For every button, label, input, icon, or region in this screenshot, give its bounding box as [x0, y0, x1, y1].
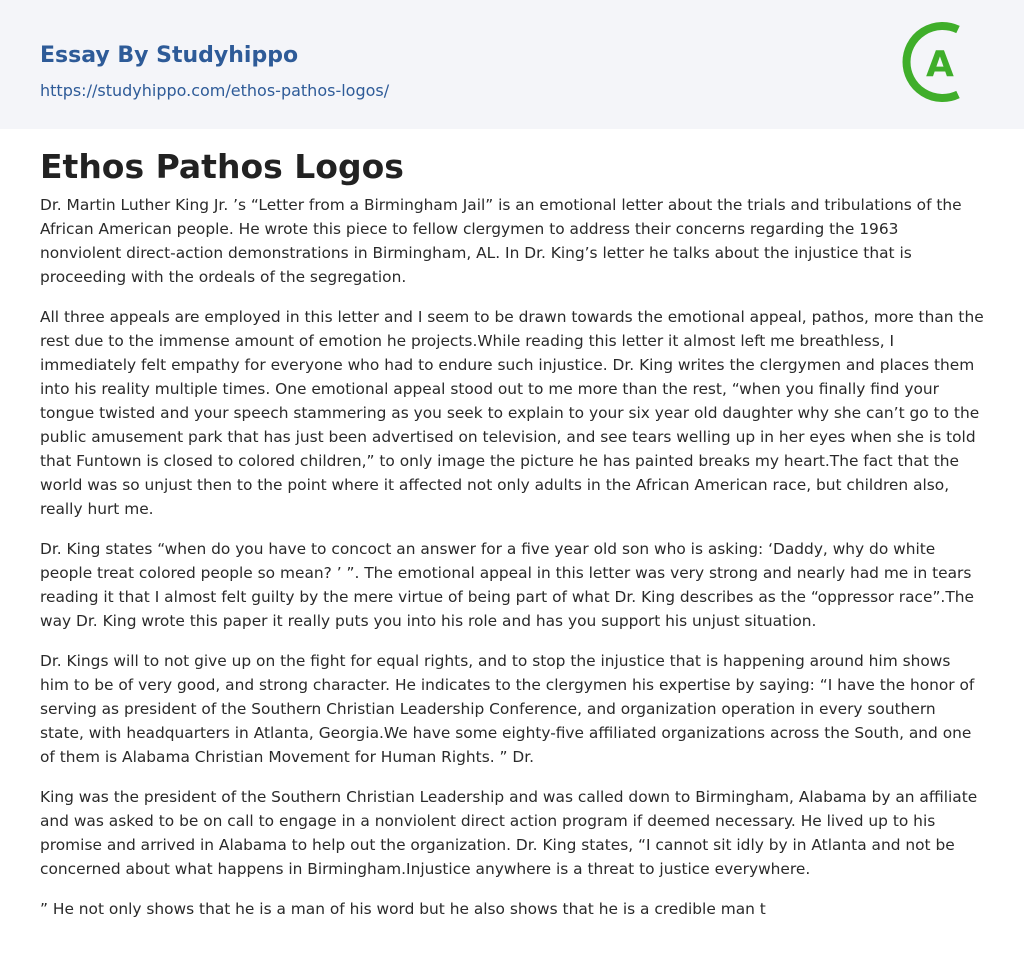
article-paragraph: Dr. Martin Luther King Jr. ’s “Letter from a Birmingham Jail” is an emotional letter about the trials and tribulations of the African American people. He wrote this piece to fellow clergymen to address their concerns regarding the 1963 nonviolent direct-action demonstrations in Birmingham, AL. In Dr. King’s letter he talks about the injustice that is proceeding with the ordeals of the segregation.	[40, 196, 962, 286]
article-body	[0, 145, 1024, 921]
article-paragraph: King was the president of the Southern Christian Leadership and was called down to Birmingham, Alabama by an affiliate and was asked to be on call to engage in a nonviolent direct action program if deemed necessary. He lived up to his promise and arrived in Alabama to help out the organization. Dr. King states, “I cannot sit idly by in Atlanta and not be concerned about what happens in Birmingham.Injustice anywhere is a threat to justice everywhere.	[40, 788, 978, 878]
studyhippo-logo-icon[interactable]	[900, 20, 984, 104]
article-title: Ethos Pathos Logos	[40, 147, 404, 186]
site-header	[0, 0, 1024, 129]
site-brand: Essay By Studyhippo	[40, 43, 299, 68]
article-paragraph: Dr. Kings will to not give up on the fight for equal rights, and to stop the injustice that is happening around him shows him to be of very good, and strong character. He indicates to the clergymen his expertise by saying: “I have the honor of serving as president of the Southern Christian Leadership Conference, and organization operation in every southern state, with headquarters in Atlanta, Georgia.We have some eighty-five affiliated organizations across the South, and one of them is Alabama Christian Movement for Human Rights. ” Dr.	[40, 652, 975, 766]
logo-letter: A	[926, 44, 954, 85]
article-paragraph: ” He not only shows that he is a man of his word but he also shows that he is a credible man t	[40, 900, 766, 918]
article-paragraph: All three appeals are employed in this letter and I seem to be drawn towards the emotional appeal, pathos, more than the rest due to the immense amount of emotion he projects.While reading this letter it almost left me breathless, I immediately felt empathy for everyone who had to endure such injustice. Dr. King writes the clergymen and places them into his reality multiple times. One emotional appeal stood out to me more than the rest, “when you finally find your tongue twisted and your speech stammering as you seek to explain to your six year old daughter why she can’t go to the public amusement park that has just been advertised on television, and see tears welling up in her eyes when she is told that Funtown is closed to colored children,” to only image the picture he has painted breaks my heart.The fact that the world was so unjust then to the point where it affected not only adults in the African American race, but children also, really hurt me.	[40, 308, 984, 518]
article-paragraph: Dr. King states “when do you have to concoct an answer for a five year old son who is asking: ‘Daddy, why do white people treat colored people so mean? ’ ”. The emotional appeal in this letter was very strong and nearly had me in tears reading it that I almost felt guilty by the mere virtue of being part of what Dr. King describes as the “oppressor race”.The way Dr. King wrote this paper it really puts you into his role and has you support his unjust situation.	[40, 540, 974, 630]
essay-url-link[interactable]: https://studyhippo.com/ethos-pathos-logos/	[40, 81, 390, 100]
